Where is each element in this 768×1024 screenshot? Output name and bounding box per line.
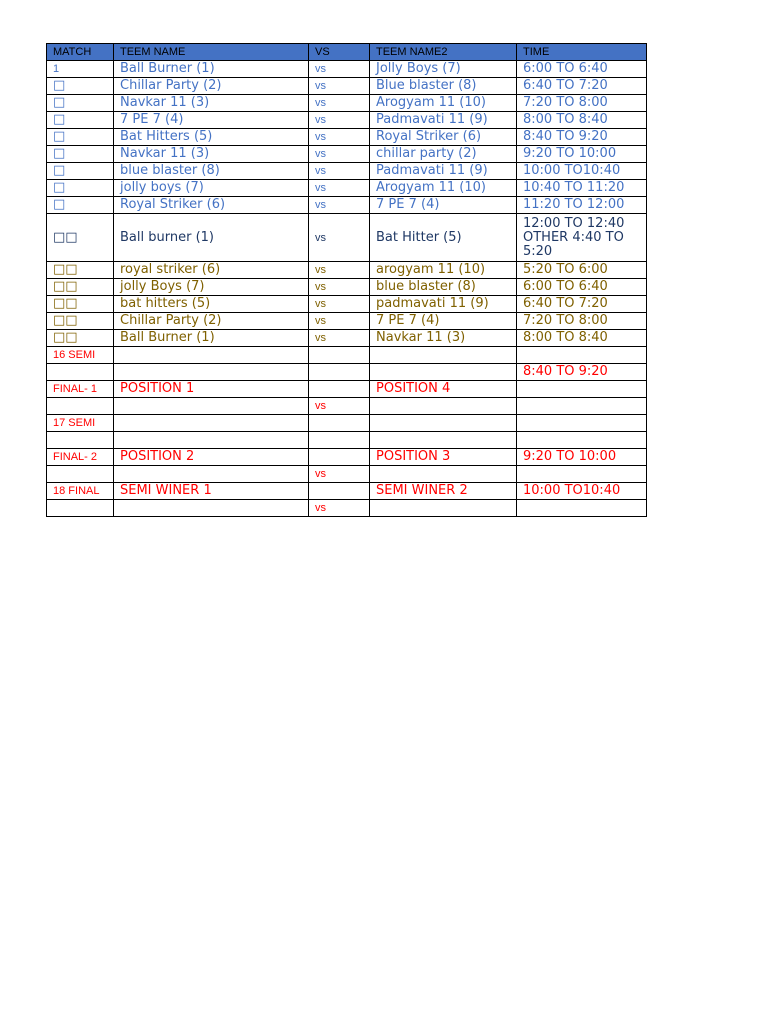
team-name-cell[interactable]: Chillar Party (2) [114, 78, 309, 95]
table-row [47, 197, 647, 214]
time-cell[interactable]: 10:00 TO10:40 [517, 483, 647, 500]
vs-cell[interactable]: vs [309, 146, 370, 163]
table-row [47, 262, 647, 279]
vs-cell[interactable]: vs [309, 313, 370, 330]
table-row [47, 296, 647, 313]
team-name-cell[interactable]: Bat Hitters (5) [114, 129, 309, 146]
vs-cell[interactable]: vs [309, 214, 370, 262]
team-name-2-cell[interactable] [370, 415, 517, 432]
team-name-2-cell[interactable]: Blue blaster (8) [370, 78, 517, 95]
team-name-2-cell[interactable] [370, 347, 517, 364]
match-schedule-table [46, 43, 647, 517]
header-team-name-2[interactable]: TEEM NAME2 [370, 44, 517, 61]
table-row [47, 214, 647, 262]
vs-cell[interactable] [309, 483, 370, 500]
match-number-cell[interactable]: □ [47, 95, 114, 112]
match-number-cell[interactable] [47, 466, 114, 483]
team-name-cell[interactable]: Ball Burner (1) [114, 330, 309, 347]
table-row [47, 398, 647, 415]
match-number-cell[interactable]: □ [47, 163, 114, 180]
time-cell[interactable]: 6:00 TO 6:40 [517, 279, 647, 296]
time-cell[interactable]: 9:20 TO 10:00 [517, 146, 647, 163]
team-name-cell[interactable]: Navkar 11 (3) [114, 95, 309, 112]
time-cell[interactable]: 12:00 TO 12:40 OTHER 4:40 TO 5:20 [517, 214, 647, 262]
time-cell[interactable]: 6:40 TO 7:20 [517, 296, 647, 313]
match-number-cell[interactable]: □ [47, 180, 114, 197]
header-team-name[interactable]: TEEM NAME [114, 44, 309, 61]
table-row [47, 466, 647, 483]
team-name-2-cell[interactable]: arogyam 11 (10) [370, 262, 517, 279]
team-name-2-cell[interactable]: Bat Hitter (5) [370, 214, 517, 262]
table-row [47, 347, 647, 364]
team-name-2-cell[interactable]: Jolly Boys (7) [370, 61, 517, 78]
time-cell[interactable] [517, 466, 647, 483]
vs-cell[interactable] [309, 347, 370, 364]
vs-cell[interactable] [309, 415, 370, 432]
table-row [47, 163, 647, 180]
vs-cell[interactable]: vs [309, 129, 370, 146]
header-match[interactable]: MATCH [47, 44, 114, 61]
team-name-2-cell[interactable]: Arogyam 11 (10) [370, 95, 517, 112]
team-name-cell[interactable]: Royal Striker (6) [114, 197, 309, 214]
team-name-cell[interactable]: jolly boys (7) [114, 180, 309, 197]
match-number-cell[interactable] [47, 364, 114, 381]
table-row [47, 279, 647, 296]
vs-cell[interactable]: vs [309, 296, 370, 313]
team-name-2-cell[interactable] [370, 398, 517, 415]
match-number-cell[interactable]: □ [47, 146, 114, 163]
vs-cell[interactable] [309, 364, 370, 381]
time-cell[interactable]: 5:20 TO 6:00 [517, 262, 647, 279]
team-name-2-cell[interactable]: 7 PE 7 (4) [370, 197, 517, 214]
vs-cell[interactable]: vs [309, 61, 370, 78]
team-name-2-cell[interactable]: chillar party (2) [370, 146, 517, 163]
time-cell[interactable] [517, 347, 647, 364]
team-name-2-cell[interactable]: Royal Striker (6) [370, 129, 517, 146]
table-row [47, 432, 647, 449]
vs-cell[interactable]: vs [309, 279, 370, 296]
time-cell[interactable]: 8:40 TO 9:20 [517, 364, 647, 381]
match-number-cell[interactable]: □□ [47, 262, 114, 279]
team-name-2-cell[interactable]: POSITION 4 [370, 381, 517, 398]
team-name-cell[interactable]: Navkar 11 (3) [114, 146, 309, 163]
team-name-2-cell[interactable] [370, 500, 517, 517]
match-number-cell[interactable]: □□ [47, 313, 114, 330]
match-number-cell[interactable]: □□ [47, 214, 114, 262]
table-row [47, 78, 647, 95]
time-cell[interactable]: 10:40 TO 11:20 [517, 180, 647, 197]
team-name-cell[interactable]: bat hitters (5) [114, 296, 309, 313]
vs-cell[interactable]: vs [309, 398, 370, 415]
team-name-cell[interactable] [114, 364, 309, 381]
vs-cell[interactable] [309, 432, 370, 449]
table-row [47, 483, 647, 500]
team-name-cell[interactable]: Chillar Party (2) [114, 313, 309, 330]
table-row [47, 449, 647, 466]
time-cell[interactable] [517, 415, 647, 432]
match-number-cell[interactable]: □□ [47, 279, 114, 296]
time-cell[interactable]: 8:40 TO 9:20 [517, 129, 647, 146]
table-row [47, 381, 647, 398]
time-cell[interactable]: 8:00 TO 8:40 [517, 112, 647, 129]
vs-cell[interactable]: vs [309, 330, 370, 347]
header-vs[interactable]: VS [309, 44, 370, 61]
team-name-2-cell[interactable] [370, 364, 517, 381]
team-name-2-cell[interactable]: Padmavati 11 (9) [370, 163, 517, 180]
time-cell[interactable]: 6:40 TO 7:20 [517, 78, 647, 95]
team-name-2-cell[interactable]: blue blaster (8) [370, 279, 517, 296]
table-row [47, 313, 647, 330]
team-name-2-cell[interactable]: POSITION 3 [370, 449, 517, 466]
header-row [47, 44, 647, 61]
team-name-2-cell[interactable]: 7 PE 7 (4) [370, 313, 517, 330]
vs-cell[interactable] [309, 449, 370, 466]
vs-cell[interactable]: vs [309, 78, 370, 95]
vs-cell[interactable]: vs [309, 163, 370, 180]
table-row [47, 330, 647, 347]
team-name-cell[interactable]: POSITION 2 [114, 449, 309, 466]
match-number-cell[interactable]: □ [47, 129, 114, 146]
time-cell[interactable]: 6:00 TO 6:40 [517, 61, 647, 78]
team-name-cell[interactable]: Ball Burner (1) [114, 61, 309, 78]
team-name-cell[interactable]: Ball burner (1) [114, 214, 309, 262]
time-cell[interactable] [517, 500, 647, 517]
team-name-cell[interactable] [114, 347, 309, 364]
team-name-cell[interactable]: 7 PE 7 (4) [114, 112, 309, 129]
vs-cell[interactable]: vs [309, 500, 370, 517]
team-name-cell[interactable]: royal striker (6) [114, 262, 309, 279]
match-number-cell[interactable] [47, 432, 114, 449]
team-name-2-cell[interactable]: SEMI WINER 2 [370, 483, 517, 500]
time-cell[interactable]: 8:00 TO 8:40 [517, 330, 647, 347]
team-name-cell[interactable] [114, 398, 309, 415]
team-name-2-cell[interactable] [370, 432, 517, 449]
vs-cell[interactable]: vs [309, 180, 370, 197]
match-number-cell[interactable] [47, 398, 114, 415]
match-number-cell[interactable]: FINAL- 2 [47, 449, 114, 466]
time-cell[interactable] [517, 398, 647, 415]
match-number-cell[interactable]: 17 SEMI [47, 415, 114, 432]
time-cell[interactable] [517, 381, 647, 398]
time-cell[interactable]: 7:20 TO 8:00 [517, 95, 647, 112]
time-cell[interactable]: 10:00 TO10:40 [517, 163, 647, 180]
time-cell[interactable]: 9:20 TO 10:00 [517, 449, 647, 466]
table-row [47, 146, 647, 163]
time-cell[interactable]: 7:20 TO 8:00 [517, 313, 647, 330]
match-number-cell[interactable]: □ [47, 112, 114, 129]
table-row [47, 364, 647, 381]
team-name-cell[interactable]: POSITION 1 [114, 381, 309, 398]
table-row [47, 180, 647, 197]
team-name-2-cell[interactable]: Navkar 11 (3) [370, 330, 517, 347]
match-number-cell[interactable]: □□ [47, 296, 114, 313]
table-row [47, 112, 647, 129]
time-cell[interactable] [517, 432, 647, 449]
match-number-cell[interactable]: 16 SEMI [47, 347, 114, 364]
match-number-cell[interactable] [47, 500, 114, 517]
vs-cell[interactable] [309, 381, 370, 398]
table-row [47, 61, 647, 78]
team-name-cell[interactable]: jolly Boys (7) [114, 279, 309, 296]
team-name-2-cell[interactable]: Padmavati 11 (9) [370, 112, 517, 129]
team-name-cell[interactable]: SEMI WINER 1 [114, 483, 309, 500]
match-number-cell[interactable]: FINAL- 1 [47, 381, 114, 398]
table-row [47, 500, 647, 517]
team-name-2-cell[interactable]: Arogyam 11 (10) [370, 180, 517, 197]
vs-cell[interactable]: vs [309, 197, 370, 214]
match-number-cell[interactable]: □ [47, 78, 114, 95]
table-row [47, 95, 647, 112]
team-name-cell[interactable] [114, 500, 309, 517]
match-number-cell[interactable]: 1 [47, 61, 114, 78]
team-name-2-cell[interactable]: padmavati 11 (9) [370, 296, 517, 313]
table-row [47, 415, 647, 432]
team-name-cell[interactable] [114, 466, 309, 483]
match-number-cell[interactable]: 18 FINAL [47, 483, 114, 500]
vs-cell[interactable]: vs [309, 95, 370, 112]
time-cell[interactable]: 11:20 TO 12:00 [517, 197, 647, 214]
table-row [47, 129, 647, 146]
vs-cell[interactable]: vs [309, 466, 370, 483]
header-time[interactable]: TIME [517, 44, 647, 61]
match-number-cell[interactable]: □ [47, 197, 114, 214]
vs-cell[interactable]: vs [309, 112, 370, 129]
team-name-cell[interactable] [114, 415, 309, 432]
team-name-cell[interactable]: blue blaster (8) [114, 163, 309, 180]
vs-cell[interactable]: vs [309, 262, 370, 279]
team-name-2-cell[interactable] [370, 466, 517, 483]
team-name-cell[interactable] [114, 432, 309, 449]
match-number-cell[interactable]: □□ [47, 330, 114, 347]
